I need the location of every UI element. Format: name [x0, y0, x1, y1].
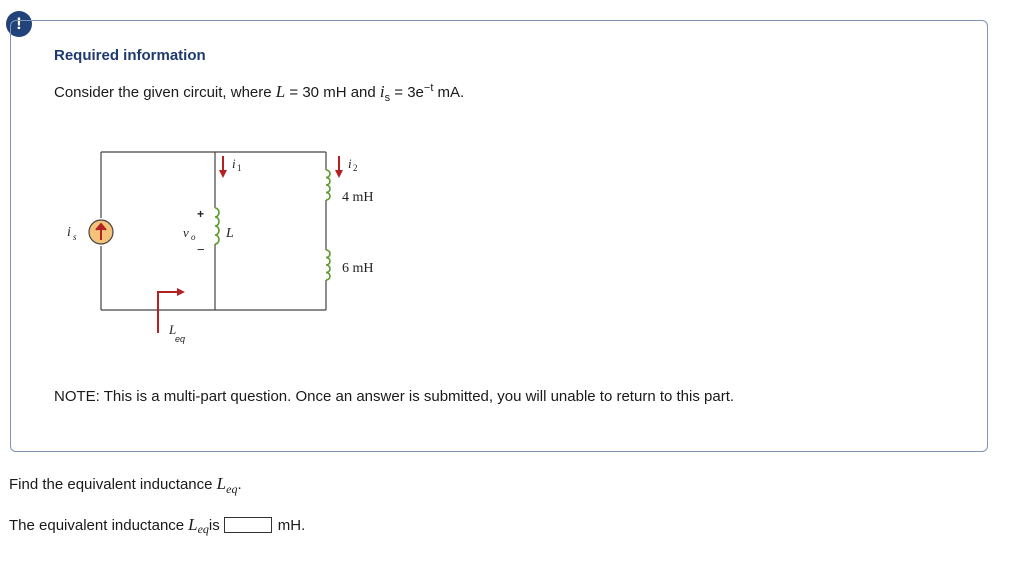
intro-is-value: = 3e — [390, 84, 424, 101]
vo-plus: + — [197, 207, 205, 221]
prompt-suffix: . — [237, 476, 242, 493]
circuit-diagram — [55, 140, 425, 355]
alert-icon: ! — [6, 11, 32, 37]
i2-arrowhead-icon — [335, 170, 343, 178]
answer-input[interactable] — [224, 517, 272, 533]
prompt-prefix: Find the equivalent inductance — [9, 476, 217, 493]
intro-text — [54, 82, 464, 104]
answer-var-sub: eq — [197, 521, 209, 536]
question-prompt — [9, 474, 242, 494]
intro-suffix: mA. — [433, 84, 465, 101]
vo-sub: o — [191, 232, 196, 242]
circuit-wires — [101, 152, 326, 310]
inductor-4mH-icon — [326, 170, 330, 200]
vo-minus: − — [197, 242, 205, 257]
i2-label: i — [348, 156, 352, 171]
answer-var: L — [188, 515, 198, 534]
note-text: NOTE: This is a multi-part question. Once an answer is submitted, you will unable to return to this part. — [54, 388, 735, 405]
vo-label: v — [183, 225, 189, 240]
inductor-6mH-icon — [326, 250, 330, 280]
inductor-4mH-label: 4 mH — [342, 190, 374, 205]
leq-arrowhead-icon — [177, 288, 185, 296]
answer-row — [9, 515, 305, 535]
intro-is-sub: s — [384, 92, 391, 104]
leq-sub: eq — [175, 334, 186, 344]
info-title: Required information — [54, 47, 206, 64]
intro-exponent: −t — [423, 82, 434, 94]
answer-unit: mH. — [277, 516, 306, 534]
source-label: i — [67, 225, 71, 240]
i2-sub: 2 — [353, 163, 358, 173]
inductor-L-icon — [215, 208, 219, 244]
i1-sub: 1 — [237, 163, 242, 173]
prompt-var: L — [216, 474, 227, 493]
source-label-sub: s — [73, 232, 77, 242]
intro-L: L — [275, 82, 286, 101]
i1-arrowhead-icon — [219, 170, 227, 178]
intro-is: i — [379, 82, 385, 101]
intro-L-value: = 30 mH and — [285, 84, 380, 101]
inductor-L-label: L — [226, 226, 234, 241]
intro-prefix: Consider the given circuit, where — [54, 84, 276, 101]
prompt-var-sub: eq — [226, 482, 238, 496]
answer-prefix: The equivalent inductance — [9, 516, 185, 534]
i1-label: i — [232, 156, 236, 171]
leq-label: L — [169, 322, 177, 337]
answer-is: is — [208, 516, 220, 534]
inductor-6mH-label: 6 mH — [342, 261, 374, 276]
